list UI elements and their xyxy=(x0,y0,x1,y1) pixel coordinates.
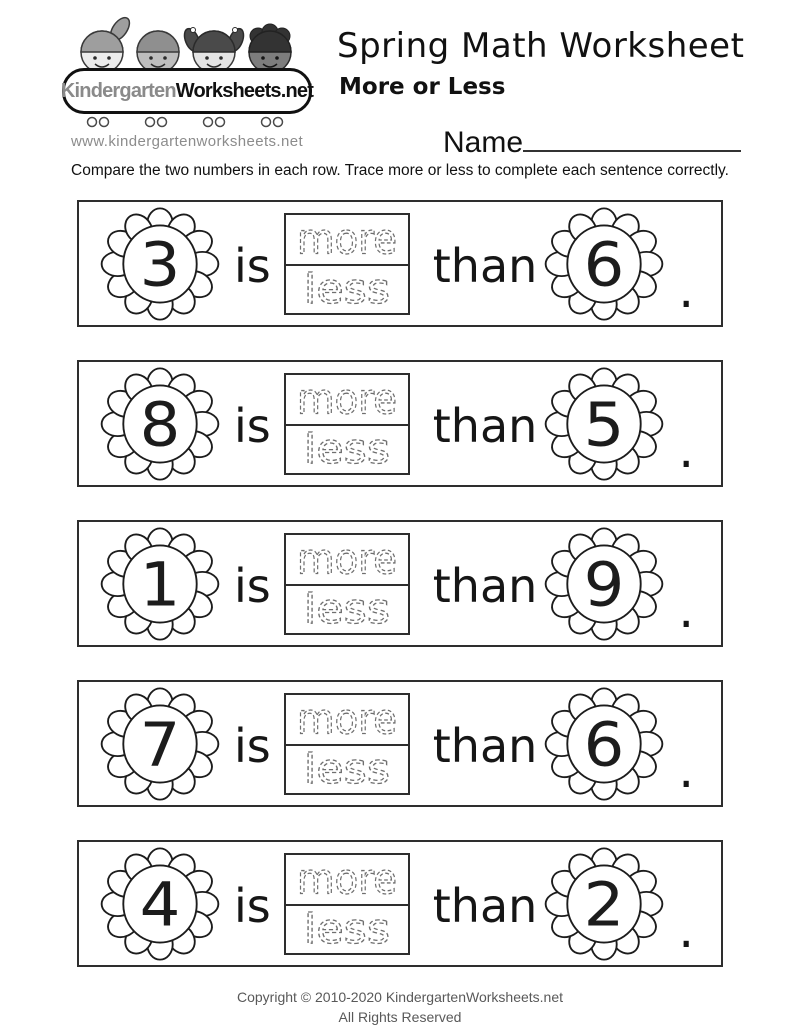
kids-feet-icon xyxy=(62,115,312,131)
sentence-row: 8 is more less than 5 . xyxy=(77,360,723,487)
trace-answer-box xyxy=(284,533,410,635)
page-subtitle: More or Less xyxy=(339,74,506,100)
word-is: is xyxy=(234,238,271,293)
trace-cell-less xyxy=(286,744,408,793)
trace-cell-more xyxy=(286,855,408,904)
name-blank-line xyxy=(523,118,741,152)
trace-cell-less xyxy=(286,584,408,633)
flower-icon xyxy=(540,363,668,485)
flower-number: 9 xyxy=(583,548,625,620)
trace-word-more: more xyxy=(296,374,397,423)
trace-word-less: less xyxy=(303,264,390,313)
trace-cell-less xyxy=(286,424,408,473)
flower-number: 8 xyxy=(139,388,181,460)
kid-girl-pigtails-icon xyxy=(181,26,246,73)
flower-icon xyxy=(96,203,224,325)
flower-number: 7 xyxy=(139,708,181,780)
sentence-row: 7 is more less than 6 . xyxy=(77,680,723,807)
flower-icon xyxy=(540,843,668,965)
word-is: is xyxy=(234,558,271,613)
flower-icon xyxy=(540,203,668,325)
trace-word-more: more xyxy=(296,854,397,903)
logo-banner xyxy=(62,68,312,114)
trace-word-more: more xyxy=(296,694,397,743)
word-is: is xyxy=(234,878,271,933)
kid-boy-curly-icon xyxy=(249,24,291,73)
flower-number: 6 xyxy=(583,708,625,780)
sentence-rows xyxy=(77,200,723,1000)
name-label: Name xyxy=(443,126,524,159)
trace-answer-box xyxy=(284,213,410,315)
flower-number: 6 xyxy=(583,228,625,300)
trace-cell-more xyxy=(286,215,408,264)
flower-icon xyxy=(540,683,668,805)
trace-cell-more xyxy=(286,695,408,744)
flower-number: 1 xyxy=(139,548,181,620)
trace-answer-box xyxy=(284,853,410,955)
name-row xyxy=(443,118,741,160)
word-is: is xyxy=(234,398,271,453)
trace-word-more: more xyxy=(296,214,397,263)
flower-icon xyxy=(96,843,224,965)
trace-answer-box xyxy=(284,693,410,795)
trace-word-more: more xyxy=(296,534,397,583)
flower-number: 3 xyxy=(139,228,181,300)
trace-word-less: less xyxy=(303,744,390,793)
word-than: than xyxy=(432,878,538,933)
word-than: than xyxy=(432,238,538,293)
flower-icon xyxy=(96,363,224,485)
flower-icon xyxy=(96,683,224,805)
word-than: than xyxy=(432,398,538,453)
trace-answer-box xyxy=(284,373,410,475)
kid-boy-icon xyxy=(137,31,179,73)
flower-number: 2 xyxy=(583,868,625,940)
trace-cell-less xyxy=(286,904,408,953)
kids-illustration-icon xyxy=(62,12,312,74)
trace-cell-less xyxy=(286,264,408,313)
word-than: than xyxy=(432,558,538,613)
title-block xyxy=(337,26,744,100)
flower-icon xyxy=(96,523,224,645)
logo-text-kindergarten: Kindergarten xyxy=(60,79,176,102)
word-than: than xyxy=(432,718,538,773)
instructions-text: Compare the two numbers in each row. Trace more or less to complete each sentence correctly. xyxy=(71,162,729,179)
sentence-row: 1 is more less than 9 . xyxy=(77,520,723,647)
kid-girl-ponytail-icon xyxy=(81,14,133,73)
trace-word-less: less xyxy=(303,584,390,633)
copyright-line: Copyright © 2010-2020 KindergartenWorksheets.net xyxy=(236,989,564,1005)
flower-icon xyxy=(540,523,668,645)
site-url: www.kindergartenworksheets.net xyxy=(70,133,304,150)
trace-cell-more xyxy=(286,375,408,424)
word-is: is xyxy=(234,718,271,773)
sentence-row: 3 is more less than 6 . xyxy=(77,200,723,327)
trace-word-less: less xyxy=(303,424,390,473)
trace-cell-more xyxy=(286,535,408,584)
trace-word-less: less xyxy=(303,904,390,953)
footer xyxy=(0,988,800,1027)
flower-number: 4 xyxy=(139,868,181,940)
sentence-row: 4 is more less than 2 . xyxy=(77,840,723,967)
logo-text-worksheets: Worksheets.net xyxy=(175,79,314,102)
flower-number: 5 xyxy=(583,388,625,460)
rights-line: All Rights Reserved xyxy=(338,1008,462,1025)
site-logo xyxy=(62,12,312,150)
page-title: Spring Math Worksheet xyxy=(337,26,745,66)
